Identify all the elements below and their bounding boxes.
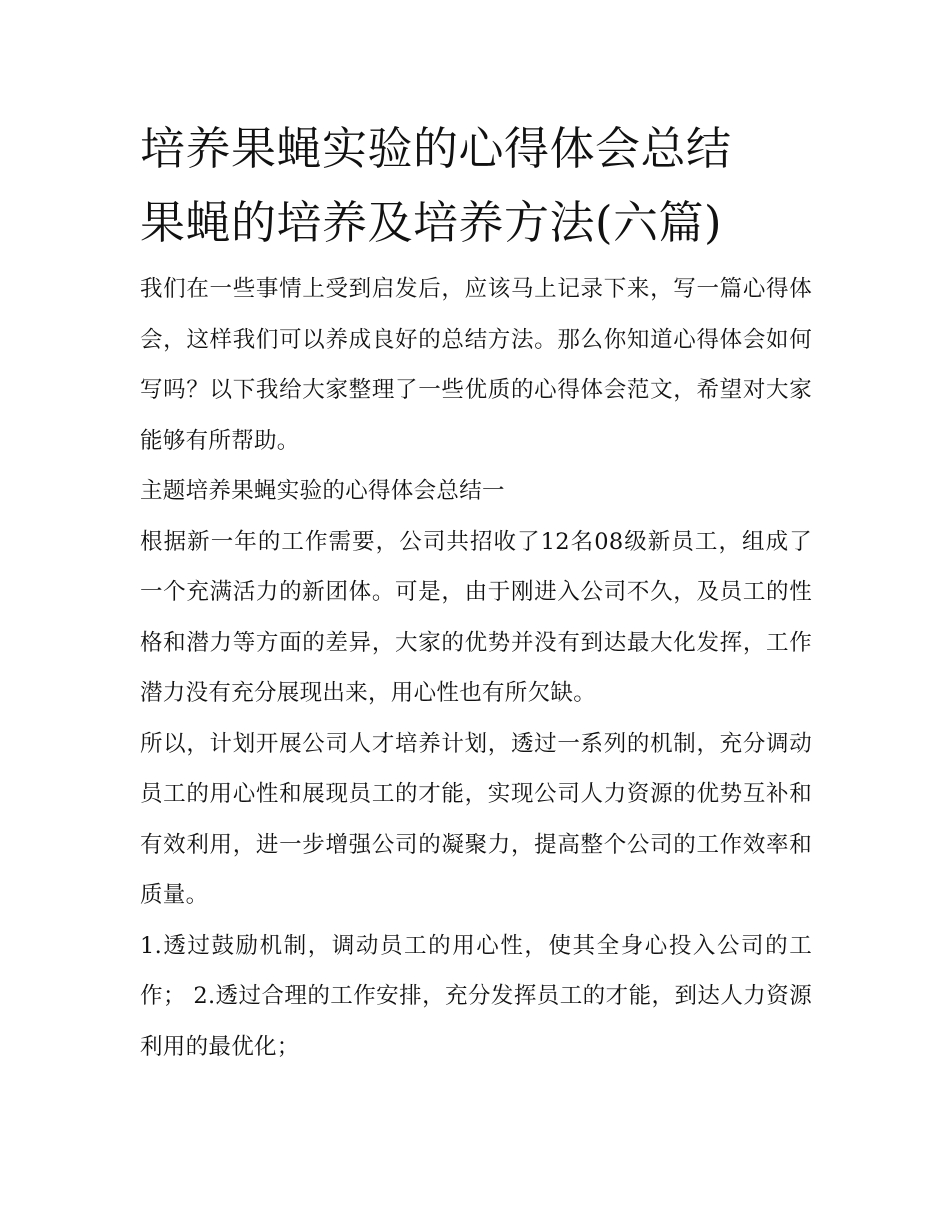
title-line-2: 果蝇的培养及培养方法(六篇) xyxy=(140,196,723,249)
section-heading: 主题培养果蝇实验的心得体会总结一 xyxy=(140,478,505,504)
body-paragraph-3: 1.透过鼓励机制，调动员工的用心性，使其全身心投入公司的工作； 2.透过合理的工作安排，充分发挥员工的才能，到达人力资源利用的最优化； xyxy=(140,932,812,1060)
document-title xyxy=(140,112,812,260)
document-page xyxy=(140,112,812,1072)
title-line-1: 培养果蝇实验的心得体会总结 xyxy=(140,122,732,175)
intro-paragraph: 我们在一些事情上受到启发后，应该马上记录下来，写一篇心得体会，这样我们可以养成良好的总结方法。那么你知道心得体会如何写吗？以下我给大家整理了一些优质的心得体会范文，希望对大家能够有所帮助。 xyxy=(140,276,812,454)
body-paragraph-1: 根据新一年的工作需要，公司共招收了12名08级新员工，组成了一个充满活力的新团体。可是，由于刚进入公司不久，及员工的性格和潜力等方面的差异，大家的优势并没有到达最大化发挥，工作潜力没有充分展现出来，用心性也有所欠缺。 xyxy=(140,528,812,706)
body-paragraph-2: 所以，计划开展公司人才培养计划，透过一系列的机制，充分调动员工的用心性和展现员工的才能，实现公司人力资源的优势互补和有效利用，进一步增强公司的凝聚力，提高整个公司的工作效率和质量。 xyxy=(140,730,812,908)
